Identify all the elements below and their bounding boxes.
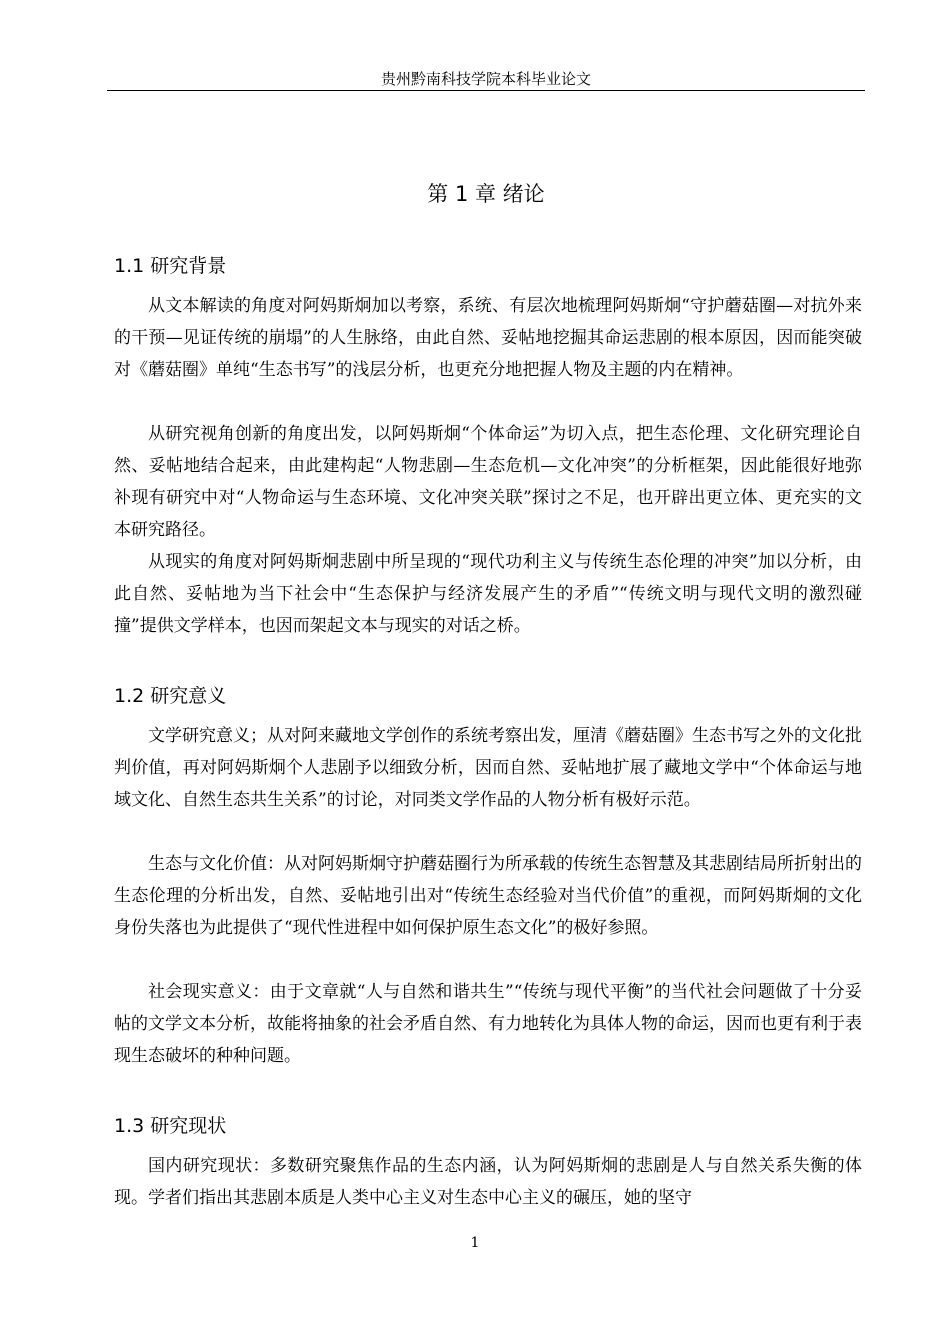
paragraph: 社会现实意义：由于文章就“人与自然和谐共生”“传统与现代平衡”的当代社会问题做了十分妥帖的文学文本分析，故能将抽象的社会矛盾自然、有力地转化为具体人物的命运，因而也更有利于表现生态破坏的种种问题。 (114, 982, 862, 1066)
running-header: 贵州黔南科技学院本科毕业论文 (380, 70, 591, 88)
section-heading-1-2: 1.2 研究意义 (114, 685, 227, 707)
header-rule (107, 90, 865, 91)
page-number: 1 (470, 1235, 480, 1251)
paragraph: 从文本解读的角度对阿妈斯炯加以考察，系统、有层次地梳理阿妈斯炯“守护蘑菇圈—对抗外来的干预—见证传统的崩塌”的人生脉络，由此自然、妥帖地挖掘其命运悲剧的根本原因，因而能突破对《蘑菇圈》单纯“生态书写”的浅层分析，也更充分地把握人物及主题的内在精神。 (114, 296, 862, 380)
chapter-title: 第 1 章 绪论 (427, 182, 545, 206)
paragraph: 国内研究现状：多数研究聚焦作品的生态内涵，认为阿妈斯炯的悲剧是人与自然关系失衡的体现。学者们指出其悲剧本质是人类中心主义对生态中心主义的碾压，她的坚守 (114, 1156, 862, 1208)
paragraph: 生态与文化价值：从对阿妈斯炯守护蘑菇圈行为所承载的传统生态智慧及其悲剧结局所折射出的生态伦理的分析出发，自然、妥帖地引出对“传统生态经验对当代价值”的重视，而阿妈斯炯的文化身份失落也为此提供了“现代性进程中如何保护原生态文化”的极好参照。 (114, 854, 862, 938)
paragraph: 文学研究意义；从对阿来藏地文学创作的系统考察出发，厘清《蘑菇圈》生态书写之外的文化批判价值，再对阿妈斯炯个人悲剧予以细致分析，因而自然、妥帖地扩展了藏地文学中“个体命运与地域文化、自然生态共生关系”的讨论，对同类文学作品的人物分析有极好示范。 (114, 726, 862, 810)
section-heading-1-1: 1.1 研究背景 (114, 255, 227, 277)
paragraph: 从研究视角创新的角度出发，以阿妈斯炯“个体命运”为切入点，把生态伦理、文化研究理论自然、妥帖地结合起来，由此建构起“人物悲剧—生态危机—文化冲突”的分析框架，因此能很好地弥补现有研究中对“人物命运与生态环境、文化冲突关联”探讨之不足，也开辟出更立体、更充实的文本研究路径。 (114, 424, 862, 540)
section-heading-1-3: 1.3 研究现状 (114, 1115, 227, 1137)
paragraph: 从现实的角度对阿妈斯炯悲剧中所呈现的“现代功利主义与传统生态伦理的冲突”加以分析，由此自然、妥帖地为当下社会中“生态保护与经济发展产生的矛盾”“传统文明与现代文明的激烈碰撞”提供文学样本，也因而架起文本与现实的对话之桥。 (114, 552, 862, 636)
